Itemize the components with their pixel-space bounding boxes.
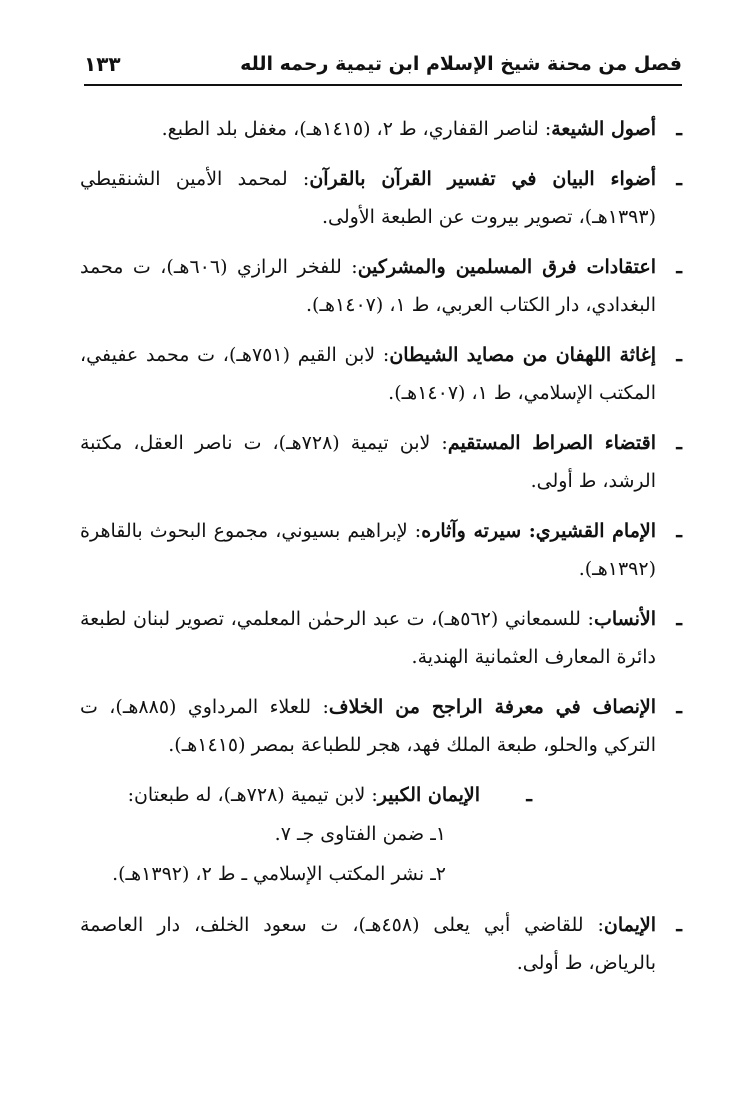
entry-title: إغاثة اللهفان من مصايد الشيطان	[389, 344, 656, 366]
entry-text: : لابن القيم (٧٥١هـ)، ت محمد عفيفي، المكتب الإسلامي، ط ١، (١٤٠٧هـ).	[80, 344, 656, 404]
running-title: فصل من محنة شيخ الإسلام ابن تيمية رحمه الله	[240, 53, 682, 75]
bibliography-entry	[80, 688, 686, 764]
bullet-dash: ـ	[676, 696, 682, 718]
entry-text: : لمحمد الأمين الشنقيطي (١٣٩٣هـ)، تصوير بيروت عن الطبعة الأولى.	[80, 168, 656, 228]
entry-text: : للقاضي أبي يعلى (٤٥٨هـ)، ت سعود الخلف، دار العاصمة بالرياض، ط أولى.	[80, 914, 656, 974]
entry-line-wrap	[128, 776, 506, 814]
edition-item: ١ـ ضمن الفتاوى جـ ٧.	[274, 823, 446, 845]
entry-title: اعتقادات فرق المسلمين والمشركين	[357, 256, 657, 278]
running-header	[84, 44, 682, 86]
bullet-dash: ـ	[676, 432, 682, 454]
entry-text: : للسمعاني (٥٦٢هـ)، ت عبد الرحمٰن المعلمي، تصوير لبنان لطبعة دائرة المعارف العثمانية الهندية.	[80, 608, 656, 668]
entry-title: أصول الشيعة	[551, 118, 656, 140]
bibliography-entry	[80, 776, 686, 894]
entry-title: أضواء البيان في تفسير القرآن بالقرآن	[309, 168, 656, 190]
edition-item: ٢ـ نشر المكتب الإسلامي ـ ط ٢، (١٣٩٢هـ).	[112, 863, 446, 885]
entry-title: الإيمان	[603, 914, 656, 936]
bullet-dash: ـ	[676, 256, 682, 278]
bibliography-entry	[80, 336, 686, 412]
bibliography-entry	[80, 110, 686, 148]
entry-title: الإمام القشيري: سيرته وآثاره	[421, 520, 656, 542]
bibliography-entry	[80, 906, 686, 982]
edition-list	[80, 814, 656, 894]
bibliography-entry	[80, 248, 686, 324]
entry-text: : للعلاء المرداوي (٨٨٥هـ)، ت التركي والحلو، طبعة الملك فهد، هجر للطباعة بمصر (١٤١٥هـ).	[80, 696, 656, 756]
entry-text: : لإبراهيم بسيوني، مجموع البحوث بالقاهرة (١٣٩٢هـ).	[80, 520, 656, 580]
bullet-dash: ـ	[676, 118, 682, 140]
bullet-dash: ـ	[526, 784, 532, 806]
entry-text: : لابن تيمية (٧٢٨هـ)، له طبعتان:	[127, 784, 378, 806]
bibliography-entry	[80, 424, 686, 500]
entry-title: الأنساب	[593, 608, 656, 630]
bullet-dash: ـ	[676, 608, 682, 630]
bibliography-list	[80, 110, 686, 994]
entry-title: الإيمان الكبير	[377, 784, 480, 806]
entry-text: : لناصر القفاري، ط ٢، (١٤١٥هـ)، مغفل بلد الطبع.	[161, 118, 552, 140]
page-number: ١٣٣	[84, 52, 121, 76]
bibliography-entry	[80, 160, 686, 236]
entry-title: اقتضاء الصراط المستقيم	[447, 432, 657, 454]
bullet-dash: ـ	[676, 914, 682, 936]
entry-main-line	[80, 776, 656, 814]
entry-title: الإنصاف في معرفة الراجح من الخلاف	[328, 696, 656, 718]
bibliography-entry	[80, 600, 686, 676]
entry-text: : للفخر الرازي (٦٠٦هـ)، ت محمد البغدادي، دار الكتاب العربي، ط ١، (١٤٠٧هـ).	[80, 256, 656, 316]
bullet-dash: ـ	[676, 520, 682, 542]
bullet-dash: ـ	[676, 168, 682, 190]
bullet-dash: ـ	[676, 344, 682, 366]
bibliography-entry	[80, 512, 686, 588]
entry-text: : لابن تيمية (٧٢٨هـ)، ت ناصر العقل، مكتبة الرشد، ط أولى.	[80, 432, 656, 492]
